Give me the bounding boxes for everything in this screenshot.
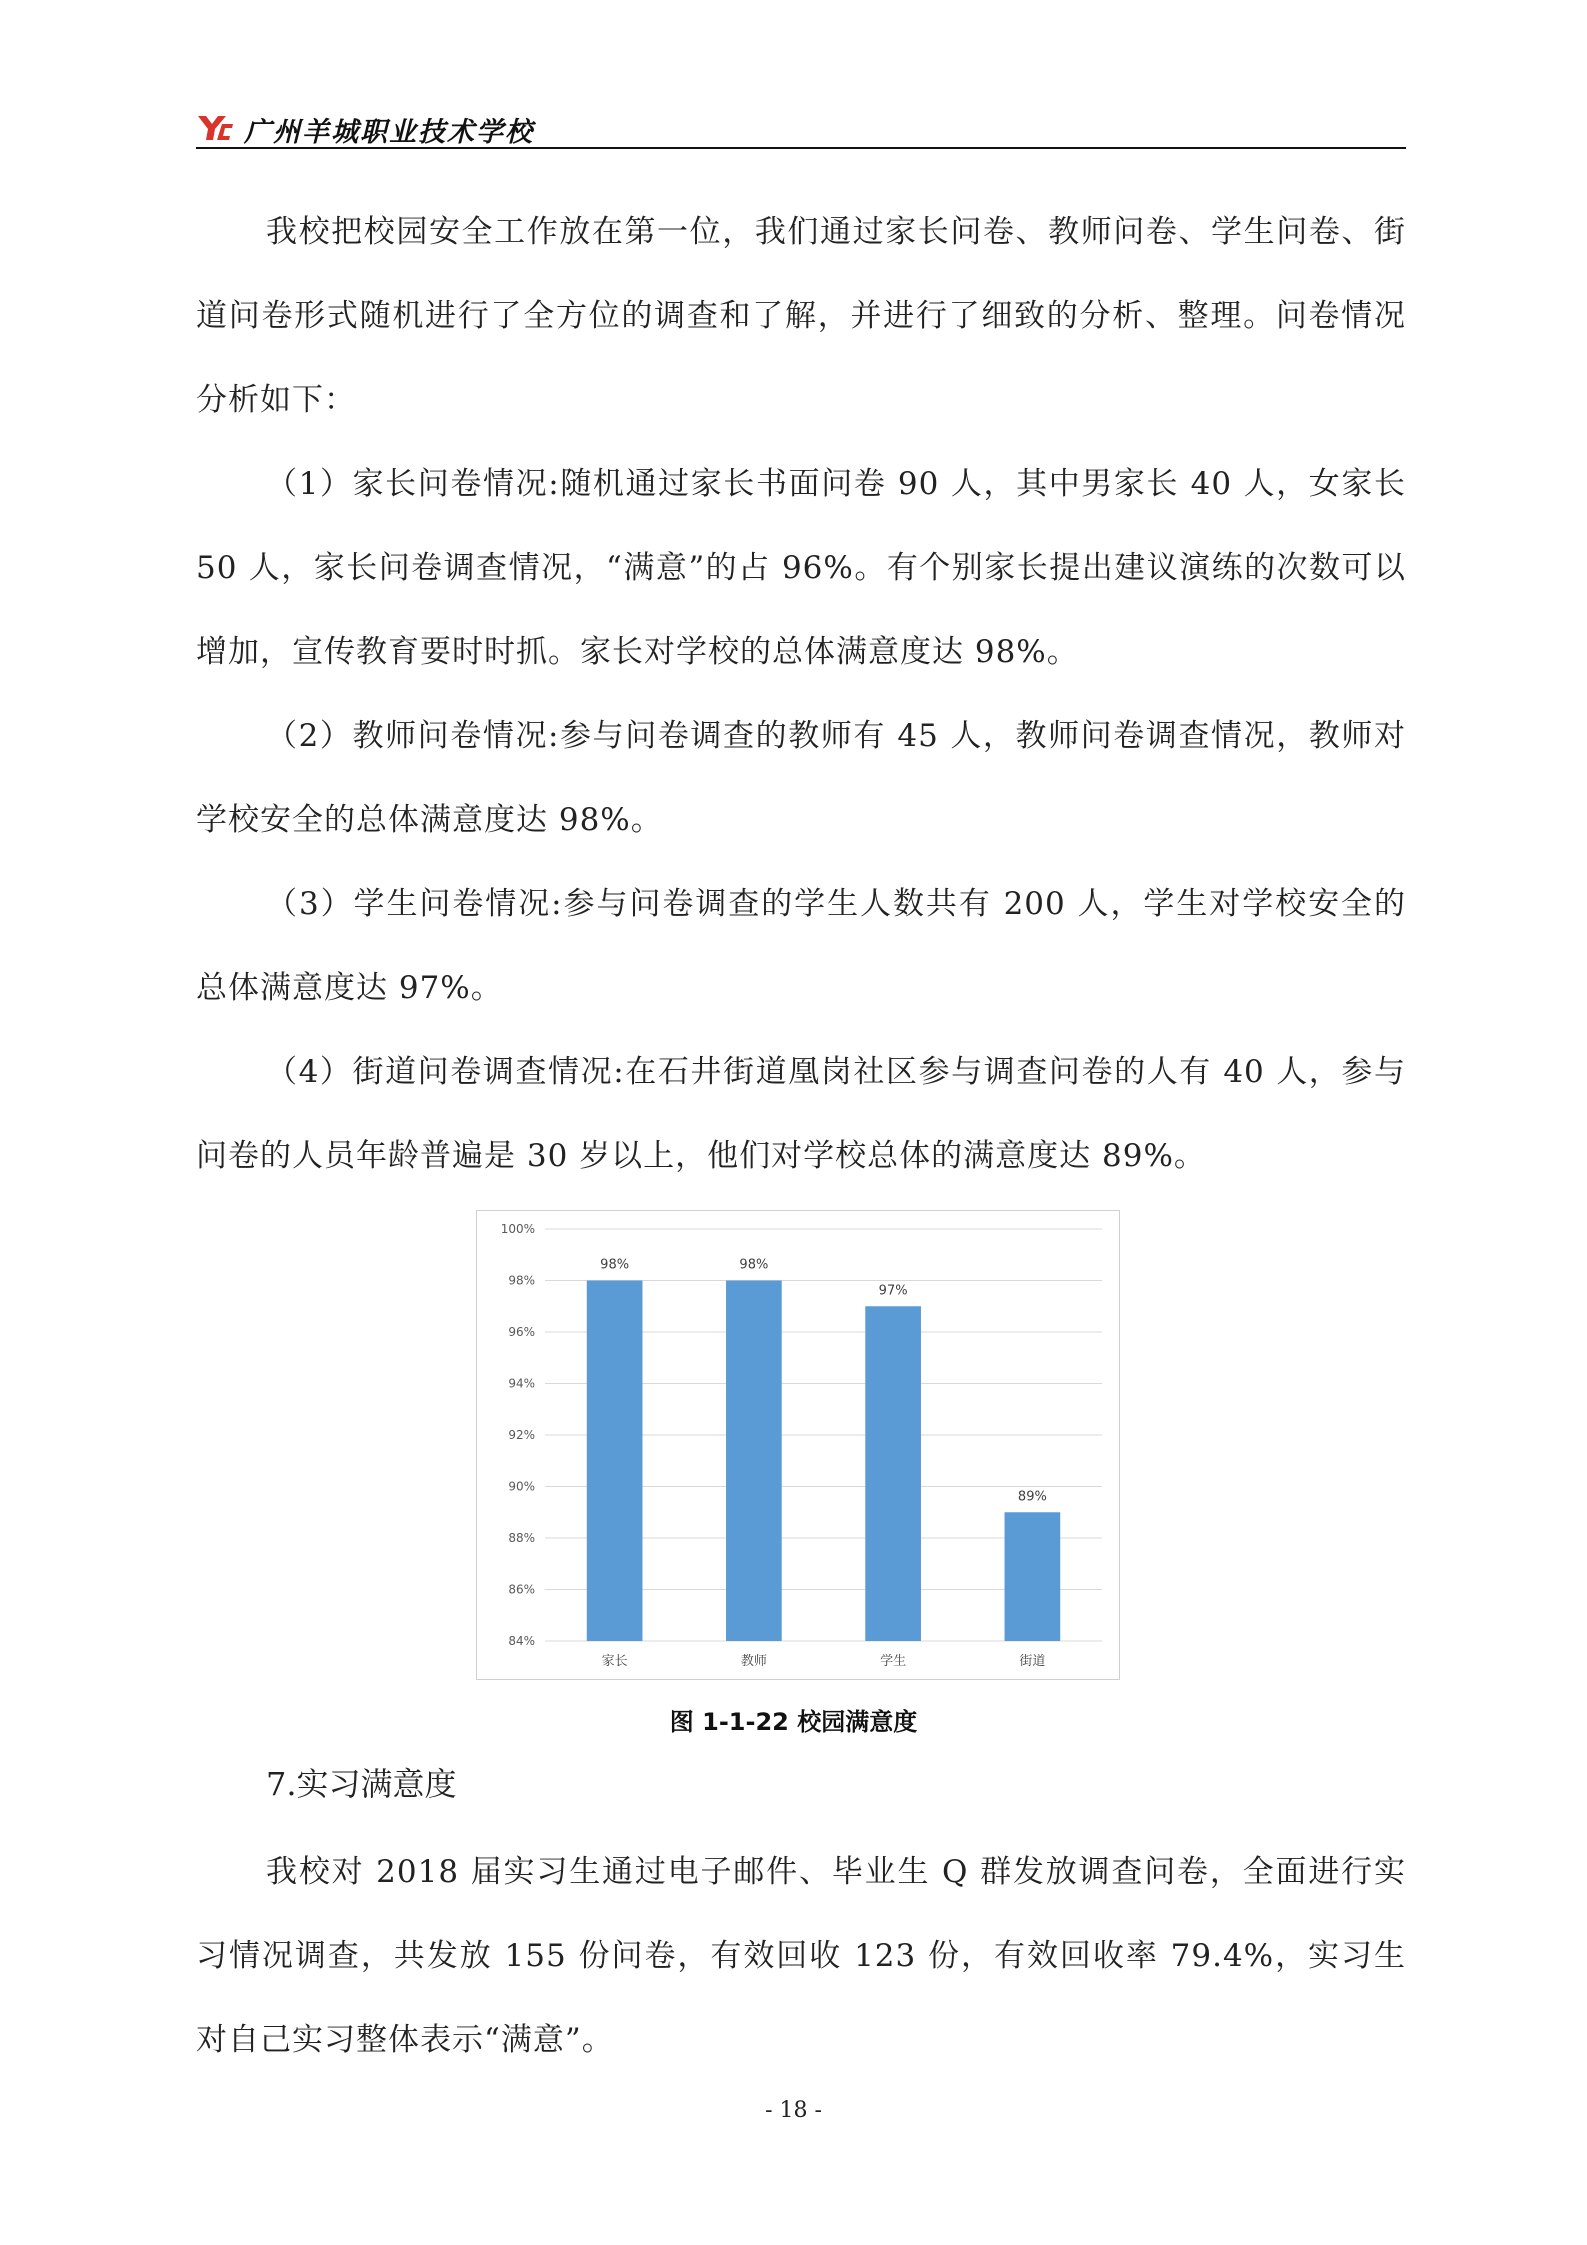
yc-logo-icon (196, 114, 234, 142)
street-survey-paragraph: （4）街道问卷调查情况:在石井街道凰岗社区参与调查问卷的人有 40 人，参与问卷的人员年龄普遍是 30 岁以上，他们对学校总体的满意度达 89%。 (196, 1054, 1406, 1174)
category-label: 家长 (601, 1654, 628, 1669)
student-survey-paragraph: （3）学生问卷情况:参与问卷调查的学生人数共有 200 人，学生对学校安全的总体满意度达 97%。 (196, 886, 1406, 1006)
category-label: 街道 (1019, 1654, 1046, 1669)
school-name: 广州羊城职业技术学校 (244, 117, 534, 148)
figure-caption: 图 1-1-22 校园满意度 (669, 1708, 918, 1736)
document-header (196, 110, 1406, 152)
data-label: 98% (739, 1257, 769, 1273)
category-label: 教师 (740, 1654, 767, 1669)
page-number: - 18 - (765, 2098, 822, 2123)
satisfaction-chart (476, 1210, 1120, 1680)
y-tick-label: 98% (508, 1273, 535, 1288)
section-title: 7.实习满意度 (266, 1765, 457, 1803)
y-tick-label: 90% (508, 1479, 535, 1494)
y-tick-label: 96% (508, 1325, 535, 1339)
category-label: 学生 (880, 1654, 907, 1669)
y-tick-label: 92% (508, 1428, 535, 1442)
data-label: 98% (600, 1257, 630, 1273)
data-label: 97% (878, 1283, 908, 1299)
bar (865, 1306, 921, 1641)
y-tick-label: 94% (508, 1376, 535, 1391)
data-label: 89% (1017, 1489, 1047, 1505)
y-tick-label: 88% (508, 1531, 535, 1545)
bar (1005, 1512, 1061, 1641)
teacher-survey-paragraph: （2）教师问卷情况:参与问卷调查的教师有 45 人，教师问卷调查情况，教师对学校安全的总体满意度达 98%。 (196, 718, 1406, 838)
bar (587, 1281, 643, 1642)
intro-paragraph: 我校把校园安全工作放在第一位，我们通过家长问卷、教师问卷、学生问卷、街道问卷形式随机进行了全方位的调查和了解，并进行了细致的分析、整理。问卷情况分析如下： (196, 214, 1406, 418)
y-tick-label: 86% (508, 1582, 535, 1597)
bar (726, 1281, 782, 1642)
header-divider (196, 147, 1406, 149)
satisfaction-bar-chart (477, 1211, 1121, 1681)
y-tick-label: 84% (508, 1634, 535, 1648)
y-tick-label: 100% (500, 1222, 535, 1236)
internship-paragraph: 我校对 2018 届实习生通过电子邮件、毕业生 Q 群发放调查问卷，全面进行实习情况调查，共发放 155 份问卷，有效回收 123 份，有效回收率 79.4%，实习生对自己实习整体表示“满意”。 (196, 1854, 1406, 2058)
parent-survey-paragraph: （1）家长问卷情况:随机通过家长书面问卷 90 人，其中男家长 40 人，女家长 50 人，家长问卷调查情况，“满意”的占 96%。有个别家长提出建议演练的次数可以增加，宣传教育要时时抓。家长对学校的总体满意度达 98%。 (196, 466, 1406, 670)
